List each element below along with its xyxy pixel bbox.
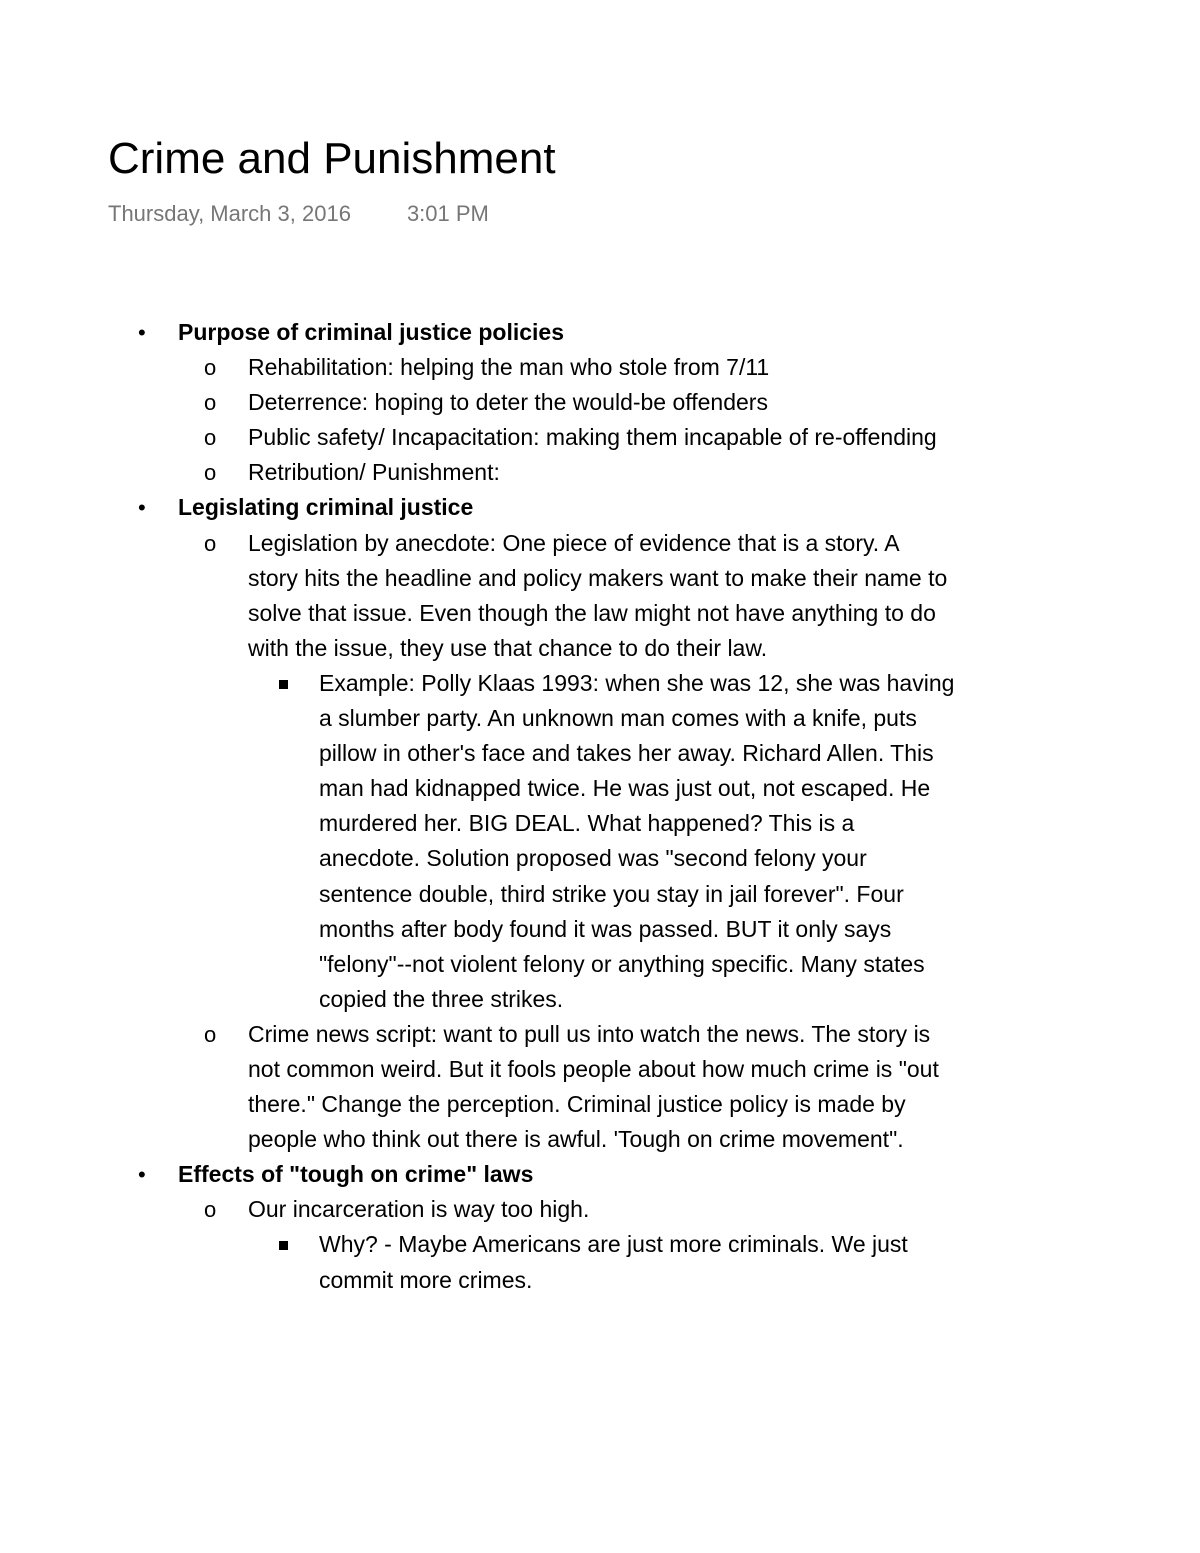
list-item	[0, 1192, 948, 1227]
list-item	[0, 420, 948, 455]
bullet-circle-icon: o	[204, 1021, 217, 1047]
note-text: Public safety/ Incapacitation: making them incapable of re-offending	[248, 424, 937, 451]
section-heading: Legislating criminal justice	[178, 494, 474, 521]
page-title: Crime and Punishment	[108, 134, 556, 183]
list-item	[0, 385, 948, 420]
page-time: 3:01 PM	[406, 201, 489, 226]
note-text: Rehabilitation: helping the man who stole from 7/11	[248, 354, 770, 381]
list-item	[0, 1017, 948, 1157]
bullet-circle-icon: o	[204, 1197, 217, 1223]
note-text: Retribution/ Punishment:	[248, 459, 500, 486]
list-item-heading	[0, 490, 1200, 525]
bullet-circle-icon: o	[204, 390, 217, 416]
list-item	[0, 350, 948, 385]
page-meta	[108, 199, 489, 229]
bullet-circle-icon: o	[204, 425, 217, 451]
section-heading: Purpose of criminal justice policies	[178, 319, 565, 345]
list-item-heading	[0, 315, 1200, 350]
note-text: Why? - Maybe Americans are just more criminals. We just commit more crimes.	[319, 1231, 908, 1293]
page-date: Thursday, March 3, 2016	[108, 201, 351, 226]
bullet-dot-icon: •	[138, 1162, 146, 1188]
note-text: Example: Polly Klaas 1993: when she was 12, she was having a slumber party. An unknown man comes with a knife, puts pillow in other's face and takes her away. Richard Allen. This man had kidnapped twice. He was just out, not escaped. He murdered her. BIG DEAL. What happened? This is a anecdote. Solution proposed was "second felony your sentence double, third strike you stay in jail forever". Four months after body found it was passed. BUT it only says "felony"--not violent felony or anything specific. Many states copied the three strikes.	[319, 669, 955, 1012]
bullet-dot-icon: •	[138, 320, 146, 345]
bullet-circle-icon: o	[204, 460, 217, 486]
note-text: Deterrence: hoping to deter the would-be offenders	[248, 389, 768, 416]
list-item-sub	[0, 1227, 959, 1297]
bullet-square-icon	[279, 680, 288, 689]
list-item	[0, 455, 948, 490]
bullet-dot-icon: •	[138, 495, 146, 521]
list-item	[0, 526, 948, 666]
bullet-circle-icon: o	[204, 530, 217, 556]
notes-body	[0, 315, 1200, 1298]
bullet-circle-icon: o	[204, 355, 217, 381]
bullet-square-icon	[279, 1241, 288, 1250]
list-item-sub	[0, 666, 959, 1017]
note-text: Crime news script: want to pull us into watch the news. The story is not common weird. But it fools people about how much crime is "out there." Change the perception. Criminal justice policy is made by people who think out there is awful. 'Tough on crime movement".	[248, 1020, 939, 1153]
section-heading: Effects of "tough on crime" laws	[178, 1161, 534, 1188]
list-item-heading	[0, 1157, 1200, 1192]
note-text: Our incarceration is way too high.	[248, 1196, 590, 1223]
note-text: Legislation by anecdote: One piece of evidence that is a story. A story hits the headline and policy makers want to make their name to solve that issue. Even though the law might not have anything to do with the issue, they use that chance to do their law.	[248, 529, 948, 661]
